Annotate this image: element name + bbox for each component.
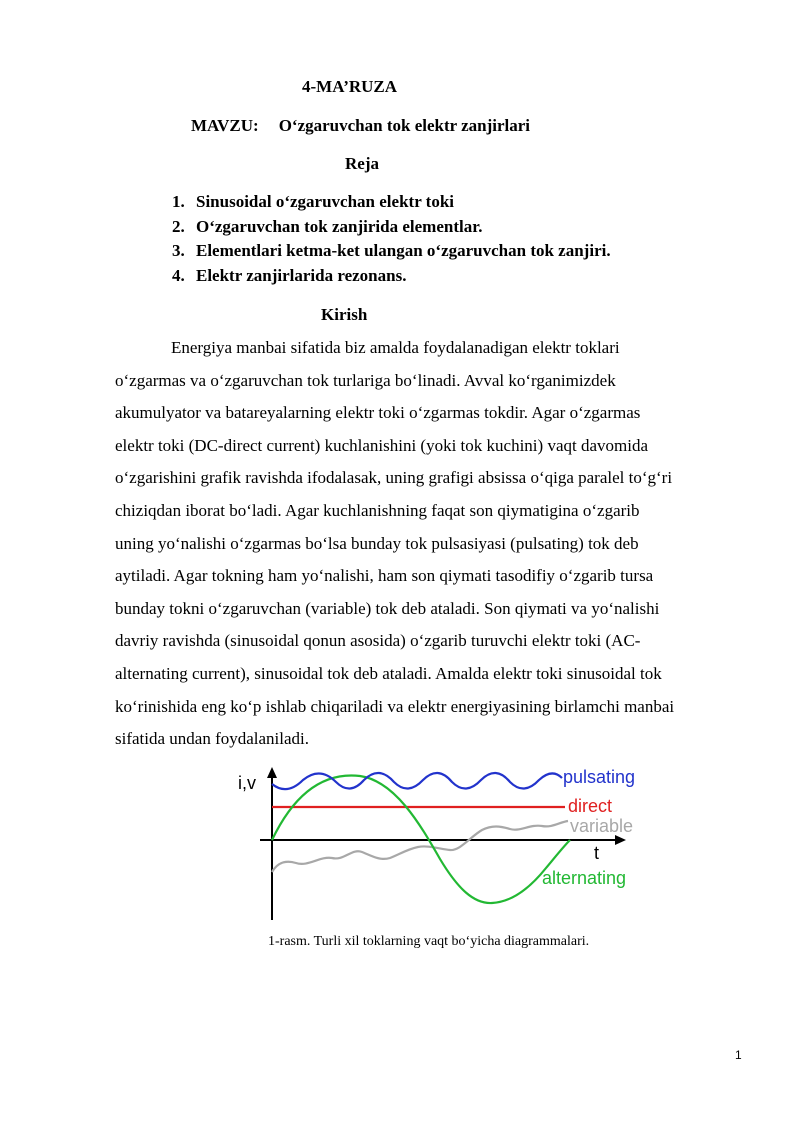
paragraph-line: Energiya manbai sifatida biz amalda foydalanadigan elektr toklari — [171, 338, 620, 357]
paragraph-line: davriy ravishda (sinusoidal qonun asosida) o‘zgarib turuvchi elektr toki (AC- — [115, 631, 641, 651]
legend-direct: direct — [568, 796, 613, 816]
plan-item-number: 4. — [172, 266, 185, 286]
variable-curve — [272, 821, 568, 872]
paragraph-line: elektr toki (DC-direct current) kuchlanishini (yoki tok kuchini) vaqt davomida — [115, 435, 648, 455]
paragraph-line: akumulyator va batareyalarning elektr toki o‘zgarmas tokdir. Agar o‘zgarmas — [115, 403, 641, 423]
legend-alternating: alternating — [542, 868, 627, 888]
plan-item-number: 2. — [172, 216, 185, 236]
y-axis-arrow — [267, 767, 277, 778]
paragraph-line: uning yo‘nalishi o‘zgarmas bo‘lsa bunday tok pulsasiyasi (pulsating) tok deb — [115, 533, 639, 553]
plan-title: Reja — [345, 154, 379, 173]
intro-title: Kirish — [321, 305, 368, 324]
current-types-diagram — [230, 764, 690, 924]
lecture-number: 4-MA’RUZA — [302, 77, 398, 96]
topic-label: MAVZU: — [191, 116, 259, 135]
plan-item-text: Sinusoidal o‘zgaruvchan elektr toki — [196, 192, 455, 211]
plan-item — [172, 241, 611, 266]
legend-variable: variable — [570, 816, 634, 836]
paragraph-line: bunday tokni o‘zgaruvchan (variable) tok deb ataladi. Son qiymati va yo‘nalishi — [115, 598, 660, 618]
plan-list — [172, 192, 611, 291]
plan-item-text: Elementlari ketma-ket ulangan o‘zgaruvchan tok zanjiri. — [196, 241, 611, 261]
topic-title: O‘zgaruvchan tok elektr zanjirlari — [278, 116, 531, 135]
paragraph-line: chiziqdan iborat bo‘ladi. Agar kuchlanishning faqat son qiymatigina o‘zgarib — [115, 500, 640, 520]
plan-item — [172, 217, 611, 242]
x-axis-label: t — [594, 843, 600, 863]
figure-caption: 1-rasm. Turli xil toklarning vaqt bo‘yicha diagrammalari. — [268, 934, 590, 949]
paragraph-line: aytiladi. Agar tokning ham yo‘nalishi, ham son qiymati tasodifiy o‘zgarib tursa — [115, 566, 654, 586]
paragraph-line: sifatida undan foydalaniladi. — [115, 729, 310, 749]
y-axis-label: i,v — [238, 773, 256, 793]
x-axis-arrow — [615, 835, 626, 845]
plan-item-number: 3. — [172, 241, 185, 261]
plan-item-text: O‘zgaruvchan tok zanjirida elementlar. — [196, 216, 483, 236]
plan-item-number: 1. — [172, 192, 185, 211]
intro-paragraph — [115, 337, 745, 761]
plan-item-text: Elektr zanjirlarida rezonans. — [196, 266, 407, 286]
topic-heading — [191, 116, 530, 136]
plan-item — [172, 192, 611, 217]
paragraph-line: o‘zgarmas va o‘zgaruvchan tok turlariga bo‘linadi. Avval ko‘rganimizdek — [115, 370, 616, 390]
paragraph-line: alternating current), sinusoidal tok deb ataladi. Amalda elektr toki sinusoidal tok — [115, 663, 662, 683]
legend-pulsating: pulsating — [563, 767, 636, 787]
plan-item — [172, 266, 611, 291]
paragraph-line: o‘zgarishini grafik ravishda ifodalasak, uning grafigi absissa o‘qiga paralel to‘g‘ri — [115, 468, 673, 488]
paragraph-line: ko‘rinishida eng ko‘p ishlab chiqariladi va elektr energiyasining birlamchi manbai — [115, 696, 675, 716]
page-number: 1 — [735, 1048, 742, 1062]
